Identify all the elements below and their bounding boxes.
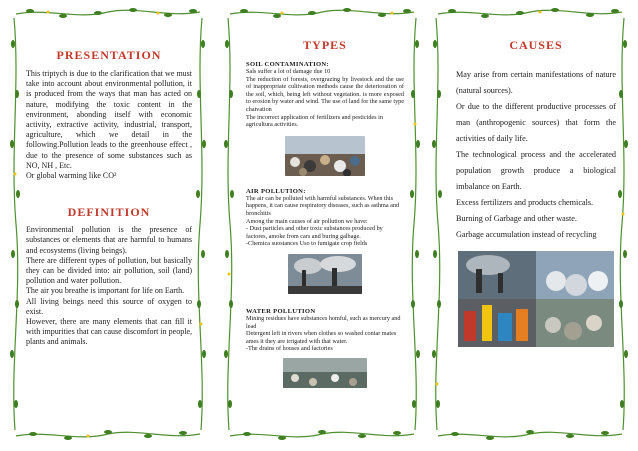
types-title: TYPES: [303, 38, 347, 52]
definition-line: However, there are many elements that can fill it with impurities that can cause discomfort in people, plants and animals.: [26, 317, 192, 347]
definition-line: Environmental pollution is the presence of substances or elements that are harmful to humans and ecosystems (living beings).: [26, 225, 192, 255]
definition-title: DEFINITION: [67, 205, 151, 220]
garbage-landfill-image: [285, 136, 365, 176]
air-heading: AIR POLLUTION:: [246, 187, 306, 195]
air-line: The air can be polluted with harmful substances. When this happens, it can cause respiratory diseases, such as asthma and bronchitis: [246, 194, 400, 217]
definition-line: There are different types of pollution, but basically they can be divided into: air pollution, soil (land) pollution and water pollution.: [26, 255, 192, 286]
panel-causes: [430, 4, 630, 444]
water-line: -The drains of houses and factories: [246, 345, 333, 353]
panel-presentation: [8, 4, 208, 444]
water-heading: WATER POLLUTION: [246, 307, 316, 315]
soil-heading: SOIL CONTAMINATION:: [246, 61, 329, 68]
definition-line: All living beings need this source of oxygen to exist.: [26, 296, 192, 316]
presentation-last-line: Or global warming like CO²: [26, 171, 117, 181]
causes-line: May arise from certain manifestations of nature (natural sources).: [456, 70, 616, 95]
pollution-collage-image: [458, 251, 614, 347]
air-line: - Dust particles and other toxic substances produced by factores, amoke from cars and buring galbage.: [246, 225, 383, 240]
causes-line: Excess fertilizers and products chemicals.: [456, 198, 594, 207]
causes-line: Or due to the different productive processes of man (anthropogenic sources) that form the activities of daily life.: [456, 102, 616, 143]
soil-line: Sals suffer a lot of damage due 10: [246, 68, 331, 75]
soil-line: The reduction of forests, overgrazing by livestock and the use of inappropriate cultivation methods cause the deterioration of the soil, which, being left without vegetation. is more exposed to erosion by water and wind. The use of land for the same type chatvation: [246, 75, 404, 113]
water-line: Mining residues have substances homful, such as mercury and lead: [246, 314, 401, 330]
soil-line: The incorrect application of fertilizers and pesticides in agricultura activities.: [246, 113, 383, 129]
air-line: Among the main causes of air pollution we have:: [246, 217, 368, 225]
causes-title: CAUSES: [509, 38, 563, 52]
causes-line: Burning of Garbage and other waste.: [456, 214, 577, 223]
causes-line: The technological process and the accelerated population growth produce a biological imbalance on Earth.: [456, 150, 616, 191]
presentation-body: This triptych is due to the clarification that we must take into account about environmental pollution, it is produced from the ways that man has acted on nature, modifying the toxic content in the environment, abonding itself with economic activity, extractive activity, industrial, transport, agriculture, which we detail in the following.Pollution leads to the greenhouse effect , due to the presence of some substances such as NO, NH , Etc.: [26, 69, 192, 170]
causes-line: Garbage accumulation instead of recycling: [456, 230, 597, 239]
polluted-water-image: [283, 358, 367, 388]
panel-types: [222, 4, 422, 444]
water-line: Detergent left in rivers when clothes so washed contar mates ames it they are irrigated with that water.: [246, 330, 397, 345]
air-line: -Chemica suostances Uso to fumigate crop fields: [246, 240, 368, 248]
factory-smoke-image: [288, 254, 362, 294]
definition-line: The air you breathe is important for life on Earth.: [26, 286, 185, 296]
presentation-title: PRESENTATION: [56, 48, 162, 62]
